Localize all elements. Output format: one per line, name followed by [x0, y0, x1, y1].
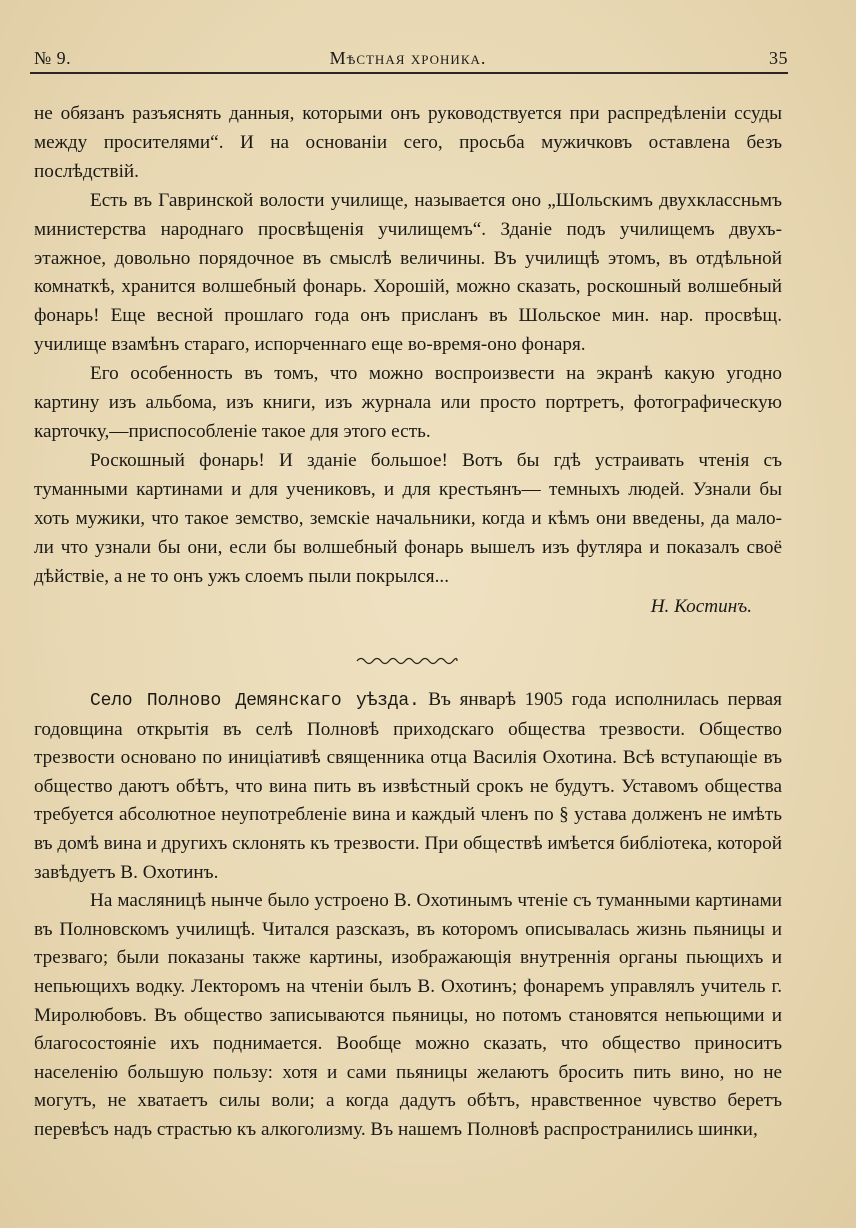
wavy-divider: [355, 655, 459, 667]
article-heading: Село Полново Демянскаго уѣзда.: [90, 691, 420, 711]
paragraph: [34, 686, 782, 887]
header-rule: [30, 72, 788, 74]
article-kostin: [34, 100, 782, 622]
article-polnovo: [34, 686, 782, 1145]
paragraph: На масляницѣ нынче было устроено В. Охотинымъ чтеніе съ туманными картинами въ Полновскомъ училищѣ. Читался разсказъ, въ которомъ описывалась жизнь пьяницы и трезваго; были показаны также картины, изображающія внутреннія органы пьющихъ и непьющихъ водку. Лекторомъ на чтеніи былъ В. Охотинъ; фонаремъ управлялъ учитель г. Миролюбовъ. Въ общество записываются пьяницы, но потомъ становятся непьющими и благосостояніе ихъ поднимается. Вообще можно сказать, что общество приноситъ населенію большую пользу: хотя и сами пьяницы желаютъ бросить пить вино, но не могутъ, не хватаетъ силы воли; а когда дадутъ обѣтъ, нравственное чувство беретъ перевѣсъ надъ страстью къ алкоголизму. Въ нашемъ Полновѣ распространились шинки,: [34, 890, 782, 1140]
section-title: Мѣстная хроника.: [329, 48, 487, 68]
author-signature: Н. Костинъ.: [650, 596, 752, 618]
paragraph: Есть въ Гавринской волости училище, называется оно „Шольскимъ двухклассньмъ министерства народнаго просвѣщенія училищемъ“. Зданіе подъ училищемъ двухъ-этажное, довольно порядочное въ смыслѣ величины. Въ училищѣ этомъ, въ отдѣльной комнаткѣ, хранится волшебный фонарь. Хорошій, можно сказать, роскошный волшебный фонарь! Еще весной прошлаго года онъ присланъ въ Шольское мин. нар. просвѣщ. училище взамѣнъ стараго, испорченнаго еще во-время-оно фонаря.: [34, 189, 782, 356]
paragraph: Роскошный фонарь! И зданіе большое! Вотъ бы гдѣ устраивать чтенія съ туманными картинами и для учениковъ, и для крестьянъ— темныхъ людей. Узнали бы хоть мужики, что такое земство, земскіе начальники, когда и кѣмъ они введены, да мало-ли что узнали бы они, если бы волшебный фонарь вышелъ изъ футляра и показалъ своё дѣйствіе, а не то онъ ужъ слоемъ пыли покрылся...: [34, 449, 782, 587]
page-number: 35: [769, 48, 788, 68]
paragraph: Его особенность въ томъ, что можно воспроизвести на экранѣ какую угодно картину изъ альбома, изъ книги, изъ журнала или просто портретъ, фотографическую карточку,—приспособленіе такое для этого есть.: [34, 363, 782, 442]
paragraph: не обязанъ разъяснять данныя, которыми онъ руководствуется при распредѣленіи ссуды между просителями“. И на основаніи сего, просьба мужичковъ оставлена безъ послѣдствій.: [34, 103, 782, 182]
issue-number: № 9.: [34, 48, 72, 68]
running-header: [30, 44, 786, 72]
paragraph-text: Въ январѣ 1905 года исполнилась первая годовщина открытія въ селѣ Полновѣ приходскаго общества трезвости. Общество трезвости основано по иниціативѣ священника отца Василія Охотина. Всѣ вступающіе въ общество даютъ обѣтъ, что вина пить въ извѣстный срокъ не будутъ. Уставомъ общества требуется абсолютное неупотребленіе вина и каждый членъ по § устава долженъ не имѣть въ домѣ вина и другихъ склонять къ трезвости. При обществѣ имѣется библіотека, которой завѣдуетъ В. Охотинъ.: [34, 689, 783, 883]
